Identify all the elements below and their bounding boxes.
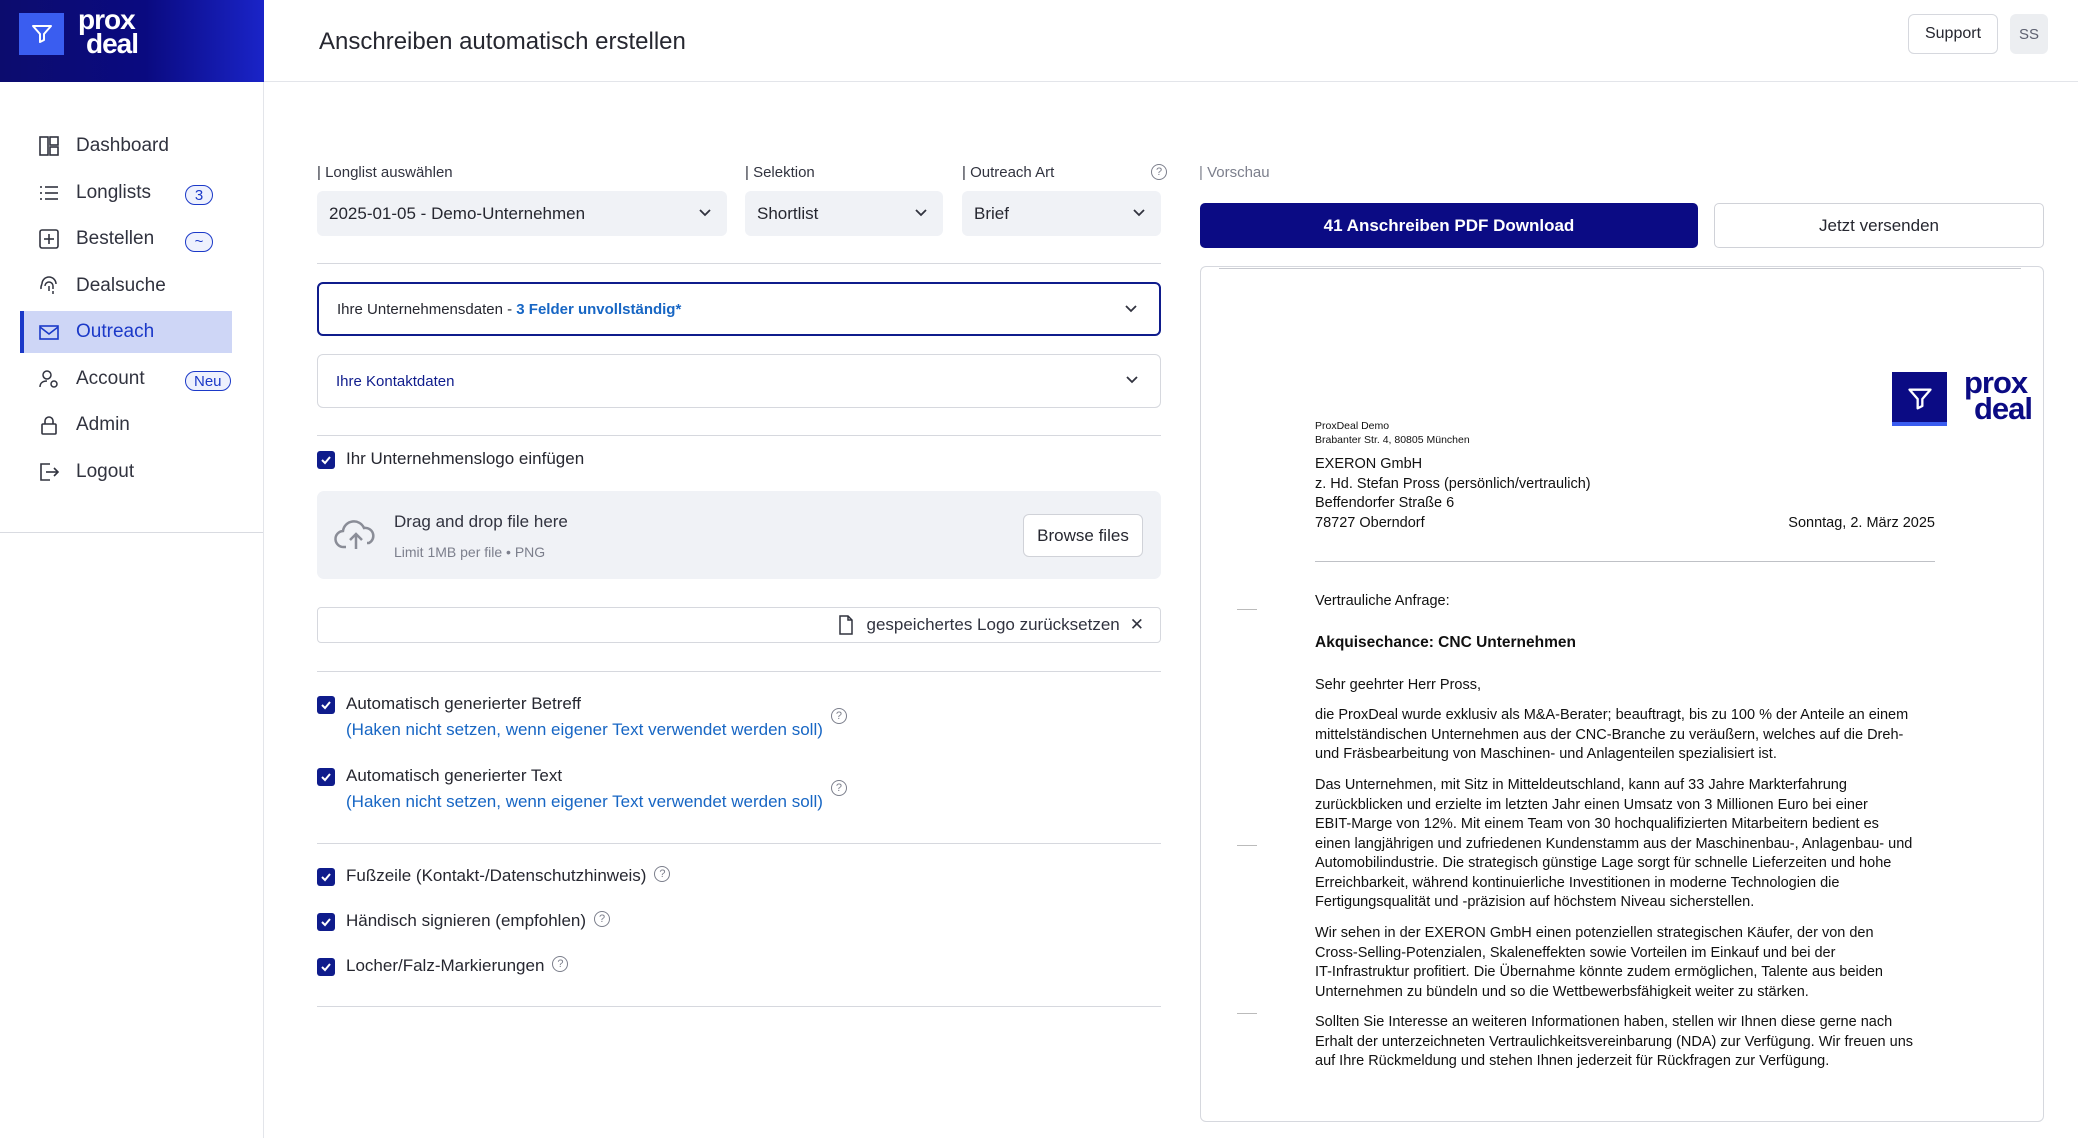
saved-logo-row [317,607,1161,643]
contact-data-label: Ihre Kontaktdaten [336,372,455,390]
sign-checkbox[interactable] [317,911,610,931]
chevron-down-icon [1123,300,1139,320]
letter-separator [1315,561,1935,562]
auto-subject-checkbox[interactable] [317,694,847,740]
funnel-logo-icon [19,13,64,55]
letter-preview [1200,266,2044,1122]
help-icon[interactable]: ? [831,780,847,796]
auto-subject-hint: (Haken nicht setzen, wenn eigener Text verwendet werden soll) [346,720,823,739]
sidebar-item-longlists[interactable] [20,172,232,214]
mail-icon [36,319,62,345]
cloud-upload-icon [334,519,378,558]
new-badge: Neu [185,371,231,391]
footer-label: Fußzeile (Kontakt-/Datenschutzhinweis) [346,866,647,885]
checkbox-checked-icon[interactable] [317,768,335,786]
brand-logo-text[interactable]: prox deal [78,4,139,59]
sidebar-item-dashboard[interactable] [20,125,232,167]
upload-title: Drag and drop file here [394,512,568,531]
letter-paragraph: Sollten Sie Interesse an weiteren Informationen haben, stellen wir Ihnen diese gerne nach Erhalt der unterzeichneten Vertraulichkeitsvereinbarung (NDA) zur Verfügung. Wir freuen uns auf Ihre Rückmeldung und stehen Ihnen jederzeit für Rückfragen zur Verfügung. [1315,1014,1914,1069]
brand-header [0,0,264,82]
logo-accent-bar [1892,422,1947,426]
dashboard-icon [36,133,62,159]
sidebar-item-label: Account [76,367,145,389]
help-icon[interactable]: ? [594,911,610,927]
page-title: Anschreiben automatisch erstellen [319,28,686,55]
sidebar-item-logout[interactable] [20,451,232,493]
divider [317,435,1161,436]
letter-intro: Vertrauliche Anfrage: [1315,593,1450,609]
punch-mark [1237,845,1257,846]
close-icon[interactable]: ✕ [1129,615,1144,634]
insert-logo-checkbox[interactable] [317,449,584,469]
longlist-select[interactable] [317,191,727,236]
page-edge [1219,268,2021,269]
status-badge: ~ [185,232,213,252]
sidebar-item-dealsuche[interactable] [20,265,232,307]
logout-icon [36,459,62,485]
browse-files-button[interactable]: Browse files [1023,514,1143,557]
sidebar-nav [20,125,232,497]
divider [317,263,1161,264]
reset-saved-logo[interactable] [838,615,1144,635]
funnel-logo-icon [1892,372,1947,425]
checkbox-checked-icon[interactable] [317,868,335,886]
auto-text-checkbox[interactable] [317,766,847,812]
plus-square-icon [36,226,62,252]
list-icon [36,180,62,206]
fold-mark [1237,1013,1257,1014]
help-icon[interactable]: ? [552,956,568,972]
sidebar-item-label: Bestellen [76,228,155,249]
chevron-down-icon [913,204,929,225]
file-upload-dropzone[interactable] [317,491,1161,579]
footer-checkbox[interactable] [317,866,670,886]
letter-date: Sonntag, 2. März 2025 [1788,515,1935,531]
longlist-label: | Longlist auswählen [317,164,453,181]
file-icon [838,615,854,635]
sidebar-item-label: Dealsuche [76,274,166,296]
chevron-down-icon [1124,371,1140,391]
chevron-down-icon [697,204,713,225]
company-data-label: Ihre Unternehmensdaten - [337,300,517,318]
send-now-button[interactable]: Jetzt versenden [1714,203,2044,248]
auto-text-label: Automatisch generierter Text [346,766,563,785]
outreach-art-label: | Outreach Art [962,164,1055,181]
fold-mark [1237,609,1257,610]
outreach-art-select[interactable] [962,191,1161,236]
incomplete-warning: 3 Felder unvollständig* [516,300,682,318]
checkbox-checked-icon[interactable] [317,451,335,469]
longlist-value: 2025-01-05 - Demo-Unternehmen [329,203,586,223]
checkbox-checked-icon[interactable] [317,696,335,714]
preview-label: | Vorschau [1199,164,1270,181]
letter-logo-text: prox deal [1964,365,2033,426]
help-icon[interactable]: ? [1151,164,1167,180]
selektion-label: | Selektion [745,164,815,181]
count-badge: 3 [185,185,213,205]
sidebar-item-account[interactable] [20,358,232,400]
sign-label: Händisch signieren (empfohlen) [346,911,587,930]
sidebar-item-label: Admin [76,414,130,435]
letter-subject: Akquisechance: CNC Unternehmen [1315,634,1576,651]
sidebar-item-label: Longlists [76,181,151,203]
support-button[interactable]: Support [1908,14,1998,54]
outreach-art-value: Brief [974,203,1009,223]
top-header [264,0,2078,82]
checkbox-checked-icon[interactable] [317,958,335,976]
lock-icon [36,412,62,438]
selektion-value: Shortlist [757,203,819,223]
pdf-download-button[interactable]: 41 Anschreiben PDF Download [1200,203,1698,248]
recipient-block: EXERON GmbH z. Hd. Stefan Pross (persönlich/vertraulich) Beffendorfer Straße 6 78727 Oberndorf [1315,456,1591,531]
sidebar-item-label: Logout [76,460,135,482]
contact-data-expander[interactable] [317,354,1161,408]
sidebar-item-outreach[interactable] [20,311,232,353]
insert-logo-label: Ihr Unternehmenslogo einfügen [346,449,585,468]
saved-logo-label: gespeichertes Logo zurücksetzen [866,615,1120,634]
letter-greeting: Sehr geehrter Herr Pross, [1315,677,1482,693]
letter-paragraph: die ProxDeal wurde exklusiv als M&A-Berater; beauftragt, bis zu 100 % der Anteile an einem mittelständischen Unternehmen aus der CNC-Branche zu veräußern, welches auf die Dreh- und Fräsbearbeitung von Maschinen- und Anlagenteilen spezialisiert ist. [1315,707,1909,762]
fingerprint-icon [36,273,62,299]
upload-hint: Limit 1MB per file • PNG [394,544,546,560]
sidebar-item-admin[interactable] [20,404,232,446]
chevron-down-icon [1131,204,1147,225]
help-icon[interactable]: ? [831,708,847,724]
checkbox-checked-icon[interactable] [317,913,335,931]
help-icon[interactable]: ? [654,866,670,882]
sidebar [0,0,264,1138]
divider [317,1006,1161,1007]
punch-marks-label: Locher/Falz-Markierungen [346,956,545,975]
selektion-select[interactable] [745,191,943,236]
sidebar-item-bestellen[interactable] [20,218,232,260]
user-settings-icon [36,366,62,392]
sidebar-divider [0,532,263,533]
punch-marks-checkbox[interactable] [317,956,568,976]
sidebar-item-label: Outreach [76,321,155,342]
auto-text-hint: (Haken nicht setzen, wenn eigener Text verwendet werden soll) [346,792,823,811]
company-data-expander[interactable] [317,282,1161,336]
letter-paragraph: Das Unternehmen, mit Sitz in Mitteldeutschland, kann auf 33 Jahre Markterfahrung zurückblicken und erzielte im letzten Jahr einen Umsatz von 3 Millionen Euro bei einer EBIT-Marge von 12%. Mit einem Team von 30 hochqualifizierten Mitarbeitern bedient es einen langjährigen und zufriedenen Kundenstamm aus der Maschinenbau-, Anlagenbau- und Automobilindustrie. Die strategisch günstige Lage sorgt für schnelle Lieferzeiten und hohe Erreichbarkeit, während kontinuierliche Investitionen in moderne Technologien die Fertigungsqualität und -präzision auf höchstem Niveau sicherstellen. [1315,777,1913,910]
avatar[interactable]: SS [2010,14,2048,54]
divider [317,843,1161,844]
sender-block: ProxDeal Demo Brabanter Str. 4, 80805 München [1315,420,1470,446]
letter-paragraph: Wir sehen in der EXERON GmbH einen potenziellen strategischen Käufer, der von den Cross-Selling-Potenzialen, Skaleneffekten sowie Vorteilen im Einkauf und bei der IT-Infrastruktur profitiert. Die Übernahme könnte zudem ermöglichen, Talente aus beiden Unternehmen zu bündeln und so die Wettbewerbsfähigkeit weiter zu stärken. [1315,925,1883,1000]
divider [317,671,1161,672]
auto-subject-label: Automatisch generierter Betreff [346,694,581,713]
sidebar-item-label: Dashboard [76,135,169,156]
